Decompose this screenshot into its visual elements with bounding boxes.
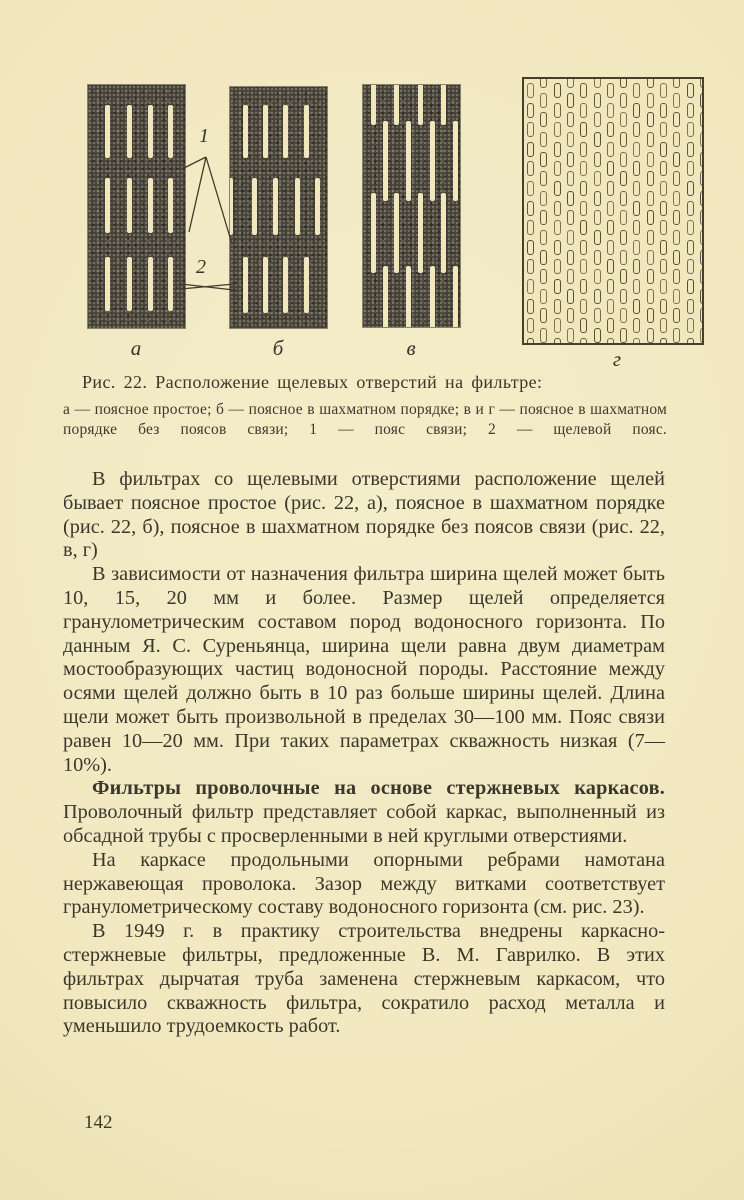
paragraph-text: В 1949 г. в практику строительства внедрены каркасно-стержневые фильтры, предложенные В. М. Гаврилко. В этих фильтрах дырчатая труба заменена стержневым каркасом, что повысило скважность фильтра, сократило расход металла и уменьшило трудоемкость работ. xyxy=(63,920,665,1038)
paragraph xyxy=(63,849,665,920)
page-number: 142 xyxy=(84,1112,113,1133)
paragraph xyxy=(63,777,665,848)
callout-label-2: 2 xyxy=(196,256,206,278)
callout-1-line-down-right xyxy=(206,157,232,244)
paragraph-bold-lead: Фильтры проволочные на основе стержневых каркасов. xyxy=(92,777,665,800)
callout-label-1: 1 xyxy=(199,125,209,147)
figure-22-illustration xyxy=(0,0,744,371)
panel-label-v: в xyxy=(406,336,416,360)
figure-legend: а — поясное простое; б — поясное в шахматном порядке; в и г — поясное в шахматном порядке без поясов связи; 1 — пояс связи; 2 — щелевой пояс. xyxy=(63,401,667,438)
paragraph-text: В зависимости от назначения фильтра ширина щелей может быть 10, 15, 20 мм и более. Размер щелей определяется гранулометрическим составом пород водоносного горизонта. По данным Я. С. Суреньянца, ширина щели равна двум диаметрам мостообразующих частиц водоносной породы. Расстояние между осями щелей должно быть в 10 раз больше ширины щелей. Длина щели может быть произвольной в пределах 30—100 мм. Пояс связи равен 10—20 мм. При таких параметрах скважность низкая (7—10%). xyxy=(63,563,665,776)
callout-1-line-left xyxy=(184,157,206,168)
paragraph-text: Проволочный фильтр представляет собой каркас, выполненный из обсадной трубы с просверленными в ней круглыми отверстиями. xyxy=(63,801,665,847)
paragraph-text: В фильтрах со щелевыми отверстиями расположение щелей бывает поясное простое (рис. 22, а), поясное в шахматном порядке (рис. 22, б), поясное в шахматном порядке без поясов связи (рис. 22, в, г) xyxy=(63,468,665,562)
paragraph xyxy=(63,468,665,563)
figure-caption: Рис. 22. Расположение щелевых отверстий на фильтре: xyxy=(82,372,543,392)
paragraph-text: На каркасе продольными опорными ребрами намотана нержавеющая проволока. Зазор между витками соответствует гранулометрическому составу водоносного горизонта (см. рис. 23). xyxy=(63,848,665,919)
panel-label-b: б xyxy=(272,336,284,360)
body-text xyxy=(63,468,665,1039)
panel-label-a: а xyxy=(130,336,142,360)
callout-lines-graphic xyxy=(0,0,744,366)
callout-1-line-down-left xyxy=(189,157,206,232)
paragraph xyxy=(63,563,665,777)
paragraph xyxy=(63,920,665,1039)
panel-label-g: г xyxy=(612,347,622,371)
